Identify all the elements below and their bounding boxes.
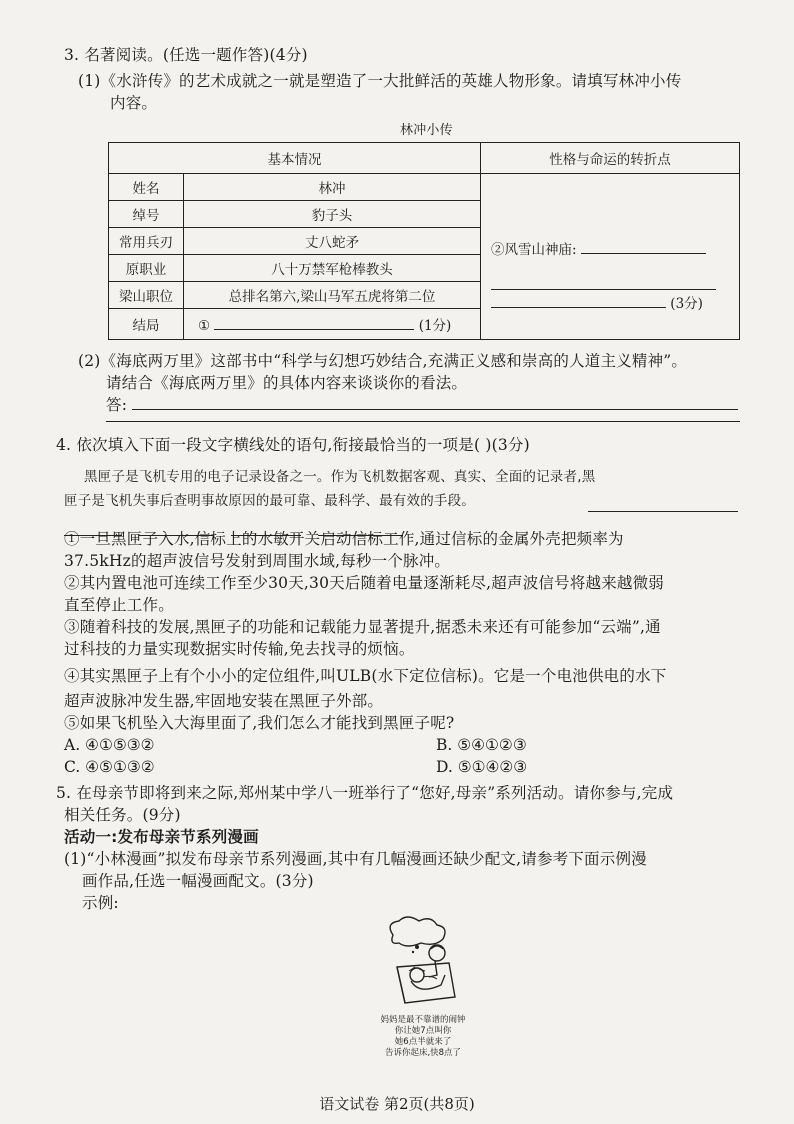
q4-title: 4. 依次填入下面一段文字横线处的语句,衔接最恰当的一项是( )(3分) bbox=[56, 436, 530, 454]
q4-s2-line2: 直至停止工作。 bbox=[64, 596, 174, 614]
q5-part1-line1: (1)“小林漫画”拟发布母亲节系列漫画,其中有几幅漫画还缺少配文,请参考下面示例漫 bbox=[64, 850, 647, 868]
q5-part1-line2: 画作品,任选一幅漫画配文。(3分) bbox=[82, 872, 314, 890]
answer-blank-2[interactable] bbox=[106, 421, 740, 422]
row-value: 总排名第六,梁山马军五虎将第二位 bbox=[184, 282, 481, 309]
ending-marker: ① bbox=[198, 318, 211, 334]
ending-score: (1分) bbox=[418, 318, 452, 334]
option-a[interactable]: A. ④①⑤③② bbox=[64, 736, 155, 754]
turning-score: (3分) bbox=[670, 296, 703, 312]
answer-blank-1[interactable] bbox=[132, 394, 738, 410]
q4-para-line2: 匣子是飞机失事后查明事故原因的最可靠、最科学、最有效的手段。 bbox=[64, 493, 475, 509]
option-d[interactable]: D. ⑤①④②③ bbox=[436, 758, 528, 776]
q3-part1-line2: 内容。 bbox=[110, 94, 158, 112]
q4-s5: ⑤如果飞机坠入大海里面了,我们怎么才能找到黑匣子呢? bbox=[64, 714, 455, 732]
q3-part2-line2: 请结合《海底两万里》的具体内容来谈谈你的看法。 bbox=[106, 374, 468, 392]
header-basic: 基本情况 bbox=[109, 143, 481, 174]
turning-cell bbox=[481, 174, 740, 340]
example-label: 示例: bbox=[82, 894, 119, 912]
turning-blank-3[interactable] bbox=[491, 292, 666, 308]
activity-1-heading: 活动一:发布母亲节系列漫画 bbox=[64, 828, 259, 846]
answer-row bbox=[106, 394, 738, 416]
q4-s1-line2: 37.5kHz的超声波信号发射到周围水域,每秒一个脉冲。 bbox=[64, 552, 451, 570]
q4-s1-line1: ①一旦黑匣子入水,信标上的水敏开关启动信标工作,通过信标的金属外壳把频率为 bbox=[64, 530, 624, 548]
option-b[interactable]: B. ⑤④①②③ bbox=[436, 736, 527, 754]
answer-label: 答: bbox=[106, 396, 128, 414]
row-value: 丈八蛇矛 bbox=[184, 228, 481, 255]
caption-line: 妈妈是最不靠谱的闹钟 bbox=[380, 1015, 466, 1025]
row-value: 八十万禁军枪棒教头 bbox=[184, 255, 481, 282]
q3-part1-line1: (1)《水浒传》的艺术成就之一就是塑造了一大批鲜活的英雄人物形象。请填写林冲小传 bbox=[78, 72, 682, 90]
row-label: 绰号 bbox=[109, 201, 184, 228]
row-label: 原职业 bbox=[109, 255, 184, 282]
q4-s3-line2: 过科技的力量实现数据实时传输,免去找寻的烦恼。 bbox=[64, 640, 415, 658]
lin-chong-table bbox=[108, 142, 740, 340]
row-label: 常用兵刃 bbox=[109, 228, 184, 255]
q4-s2-line1: ②其内置电池可连续工作至少30天,30天后随着电量逐渐耗尽,超声波信号将越来越微弱 bbox=[64, 574, 665, 592]
q5-title-line2: 相关任务。(9分) bbox=[64, 806, 181, 824]
turning-blank-1[interactable] bbox=[581, 238, 706, 254]
q3-part2-line1: (2)《海底两万里》这部书中“科学与幻想巧妙结合,充满正义感和崇高的人道主义精神”。 bbox=[78, 352, 688, 370]
page-footer: 语文试卷 第2页(共8页) bbox=[319, 1095, 475, 1113]
q4-s4-line1: ④其实黑匣子上有个小小的定位组件,叫ULB(水下定位信标)。它是一个电池供电的水下 bbox=[64, 667, 667, 685]
q4-s4-line2: 超声波脉冲发生器,牢固地安装在黑匣子外部。 bbox=[64, 692, 384, 710]
caption-line: 她6点半就来了 bbox=[394, 1037, 452, 1047]
turning-item: ②风雪山神庙: bbox=[491, 242, 577, 258]
row-value: 林冲 bbox=[184, 174, 481, 201]
caption-line: 告诉你起床,快8点了 bbox=[384, 1048, 462, 1058]
table-title: 林冲小传 bbox=[400, 123, 453, 138]
ending-cell bbox=[184, 309, 481, 340]
row-value: 豹子头 bbox=[184, 201, 481, 228]
caption-line: 你让她7点叫你 bbox=[394, 1026, 452, 1036]
row-label: 姓名 bbox=[109, 174, 184, 201]
row-label: 梁山职位 bbox=[109, 282, 184, 309]
comic-illustration bbox=[375, 915, 475, 1015]
q4-para-line1: 黑匣子是飞机专用的电子记录设备之一。作为飞机数据客观、真实、全面的记录者,黑 bbox=[84, 469, 596, 485]
q4-s3-line1: ③随着科技的发展,黑匣子的功能和记载能力显著提升,据悉未来还有可能参加“云端”,通 bbox=[64, 618, 661, 636]
row-label: 结局 bbox=[109, 309, 184, 340]
header-turning: 性格与命运的转折点 bbox=[481, 143, 740, 174]
ending-blank[interactable] bbox=[214, 314, 414, 330]
q3-title: 3. 名著阅读。(任选一题作答)(4分) bbox=[64, 46, 308, 64]
q5-title-line1: 5. 在母亲节即将到来之际,郑州某中学八一班举行了“您好,母亲”系列活动。请你参与,完成 bbox=[56, 784, 674, 802]
turning-blank-2[interactable] bbox=[491, 274, 716, 290]
q4-blank-1[interactable] bbox=[588, 496, 738, 512]
option-c[interactable]: C. ④⑤①③② bbox=[64, 758, 155, 776]
comic-caption bbox=[368, 1015, 478, 1059]
